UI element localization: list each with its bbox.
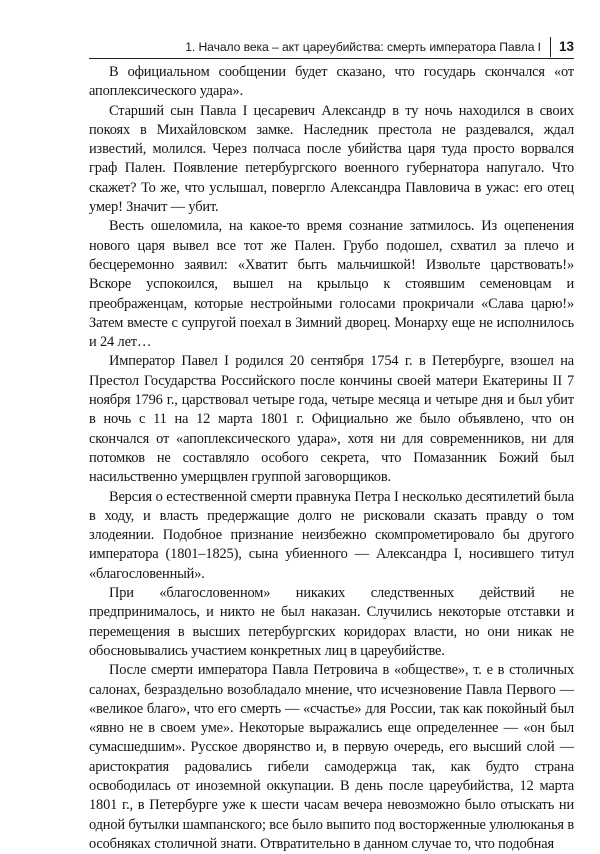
paragraph-2: Старший сын Павла I цесаревич Александр в ту ночь находился в своих покоях в Михайловском замке. Наследник престола не раздевался, ждал известий, молился. Через полчаса после убийства царя туда просто ворвался граф Пален. Появление петербургского военного губернатора напугало. Что скажет? То же, что услышал, повергло Александра Павловича в ужас: его отец умер! Значит — убит. bbox=[89, 102, 574, 216]
paragraph-6: При «благословенном» никаких следственных действий не предпринималось, и никто не был наказан. Случились некоторые отставки и перемещения в высших петербургских коридорах власти, но они никак не обосновывались участием конкретных лиц в цареубийстве. bbox=[89, 585, 574, 659]
running-title: 1. Начало века – акт цареубийства: смерть императора Павла I bbox=[185, 40, 541, 54]
body-text bbox=[89, 63, 574, 854]
page-number: 13 bbox=[558, 39, 574, 54]
header-separator bbox=[550, 37, 551, 57]
paragraph-7: После смерти императора Павла Петровича в «обществе», т. е в столичных салонах, безраздельно возобладало мнение, что исчезновение Павла Первого — «великое благо», что его смерть — «счастье» для России, так как покойный был «явно не в своем уме». Некоторые выражались еще определеннее — «он был сумасшедшим». Русское дворянство и, в первую очередь, его высший слой — аристократия радовались гибели самодержца так, как будто страна освободилась от иноземной оккупации. В день после цареубийства, 12 марта 1801 г., в Петербурге уже к шести часам вечера невозможно было отыскать ни одной бутылки шампанского; все было выпито под восторженные улюлюканья в особняках столичной знати. Отвратительно в данном случае то, что подобная bbox=[89, 662, 574, 852]
paragraph-5: Версия о естественной смерти правнука Петра I несколько десятилетий была в ходу, и власть предержащие долго не рисковали сказать правду о том злодеянии. Подобное признание неизбежно скомпрометировало бы другого императора (1801–1825), сына убиенного — Александра I, носившего титул «благословенный». bbox=[89, 488, 574, 582]
paragraph-3: Весть ошеломила, на какое-то время сознание затмилось. Из оцепенения нового царя вывел все тот же Пален. Грубо подошел, схватил за плечо и бесцеремонно заявил: «Хватит быть мальчишкой! Извольте царствовать!» Вскоре успокоился, вышел на крыльцо к стоявшим семеновцам и преображенцам, которые нестройными голосами прокричали «Слава царю!» Затем вместе с супругой поехал в Зимний дворец. Монарху еще не исполнилось и 24 лет… bbox=[89, 218, 574, 351]
paragraph-4: Император Павел I родился 20 сентября 1754 г. в Петербурге, взошел на Престол Государства Российского после кончины своей матери Екатерины II 7 ноября 1796 г., царствовал четыре года, четыре месяца и четыре дня и был убит в ночь с 11 на 12 марта 1801 г. Официально же было объявлено, что он скончался от «апоплексического удара», хотя ни для современников, ни для потомков не составляло особого секрета, что Помазанник Божий был насильственно умерщвлен группой заговорщиков. bbox=[89, 353, 574, 486]
header-rule bbox=[89, 58, 574, 59]
running-header bbox=[88, 33, 574, 57]
paragraph-1: В официальном сообщении будет сказано, что государь скончался «от апоплексического удара». bbox=[89, 64, 574, 100]
